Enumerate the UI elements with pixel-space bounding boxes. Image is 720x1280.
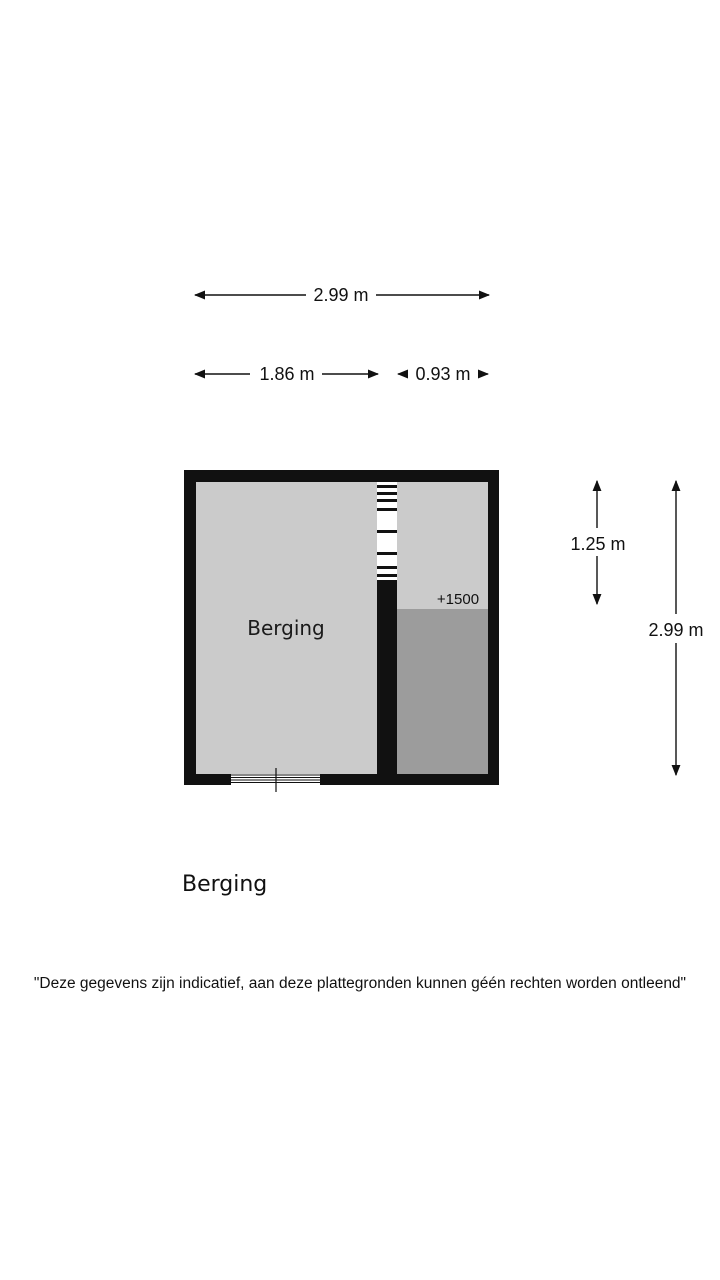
dimension-right-width — [398, 364, 488, 384]
room-label-berging: Berging — [247, 616, 325, 640]
dimension-right-width-label: 0.93 m — [415, 364, 471, 384]
dimension-total-depth — [648, 481, 703, 775]
room-right-upper-floor — [397, 482, 488, 609]
floor-title: Berging — [182, 872, 268, 897]
dimension-stair-depth-label: 1.25 m — [570, 534, 626, 554]
dimension-left-width — [195, 364, 378, 384]
building-outline — [184, 470, 499, 785]
level-label: +1500 — [436, 591, 480, 608]
dimension-left-width-label: 1.86 m — [259, 364, 315, 384]
dimension-total-width-label: 2.99 m — [313, 285, 369, 305]
stairs — [377, 482, 397, 580]
dimension-total-width — [195, 285, 489, 305]
room-right-lower-floor — [397, 609, 488, 774]
disclaimer-text: "Deze gegevens zijn indicatief, aan deze plattegronden kunnen géén rechten worden ontleend" — [33, 975, 687, 992]
dimension-stair-depth — [570, 481, 625, 604]
dimension-total-depth-label: 2.99 m — [648, 620, 704, 640]
